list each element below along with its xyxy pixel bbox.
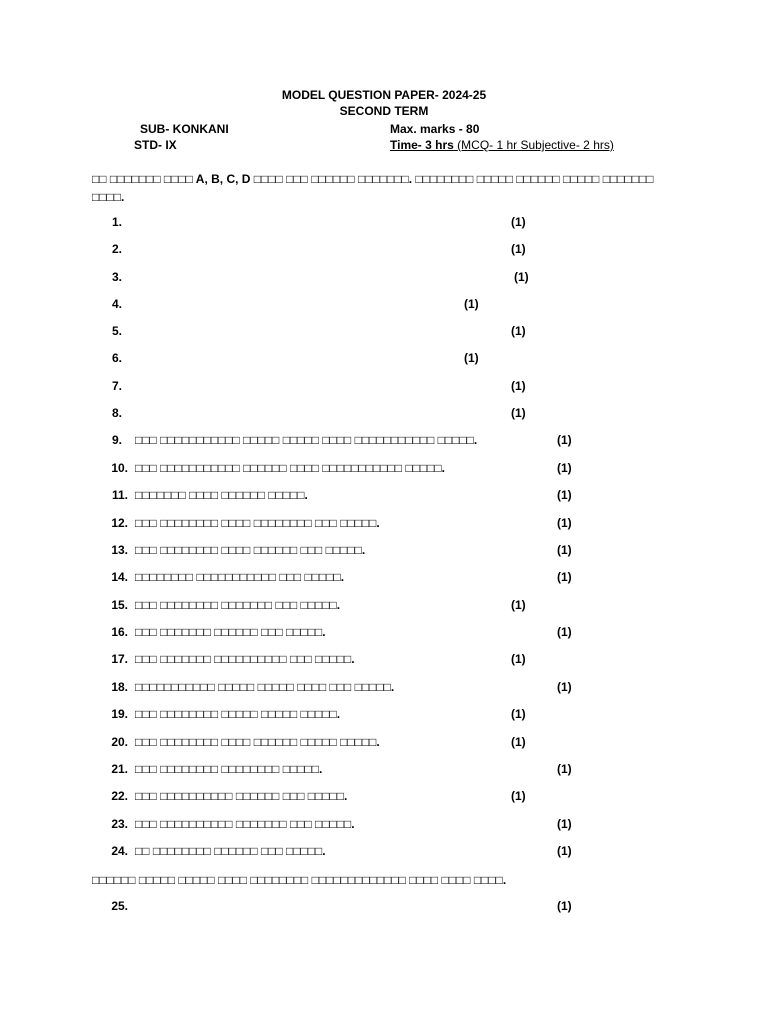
question-mark: (1) xyxy=(514,270,529,284)
question-number: 22. xyxy=(111,789,128,803)
question-number: 23. xyxy=(111,817,128,831)
question-mark: (1) xyxy=(557,488,572,502)
question-mark: (1) xyxy=(511,652,526,666)
question-text: □□□ □□□□□□□□ □□□□□□□□ □□□□□. xyxy=(135,762,323,776)
section-a-instructions: □□ □□□□□□□ □□□□ A, B, C, D □□□□ □□□ □□□□□□ □□□□□□□. □□□□□□□□ □□□□□ □□□□□□ □□□□□ □□□□□□□ □□□□. xyxy=(92,172,654,204)
question-mark: (1) xyxy=(511,598,526,612)
question-mark: (1) xyxy=(511,707,526,721)
question-number: 20. xyxy=(111,735,128,749)
question-number: 16. xyxy=(111,625,128,639)
question-number: 11. xyxy=(111,488,128,502)
question-number: 25. xyxy=(111,899,128,913)
question-mark: (1) xyxy=(557,543,572,557)
time-detail: (MCQ- 1 hr Subjective- 2 hrs) xyxy=(457,138,614,152)
question-text: □□□□□□□□□□□ □□□□□ □□□□□ □□□□ □□□ □□□□□. xyxy=(135,680,395,694)
section-b-instructions: □□□□□□ □□□□□ □□□□□ □□□□ □□□□□□□□ □□□□□□□□□□□□□ □□□□ □□□□ □□□□. xyxy=(92,873,507,887)
question-text: □□□ □□□□□□□□□□□ □□□□□□ □□□□ □□□□□□□□□□□ □□□□□. xyxy=(135,461,445,475)
question-text: □□□ □□□□□□□□ □□□□ □□□□□□□□ □□□ □□□□□. xyxy=(135,516,380,530)
question-text: □□□ □□□□□□□□ □□□□□□□ □□□ □□□□□. xyxy=(135,598,341,612)
question-number: 9. xyxy=(111,433,122,447)
question-text: □□□□□□□□ □□□□□□□□□□□ □□□ □□□□□. xyxy=(135,570,345,584)
question-number: 24. xyxy=(111,844,128,858)
question-number: 10. xyxy=(111,461,128,475)
std-label: STD- IX xyxy=(134,138,177,152)
question-text: □□□□□□□ □□□□ □□□□□□ □□□□□. xyxy=(135,488,308,502)
question-number: 8. xyxy=(111,406,122,420)
question-mark: (1) xyxy=(557,680,572,694)
question-mark: (1) xyxy=(511,324,526,338)
question-text: □□□ □□□□□□□□□□ □□□□□□ □□□ □□□□□. xyxy=(135,789,348,803)
question-number: 15. xyxy=(111,598,128,612)
question-number: 1. xyxy=(111,215,122,229)
question-number: 6. xyxy=(111,351,122,365)
question-number: 18. xyxy=(111,680,128,694)
question-mark: (1) xyxy=(557,844,572,858)
question-mark: (1) xyxy=(511,215,526,229)
subject-label: SUB- KONKANI xyxy=(140,122,229,136)
question-text: □□□ □□□□□□□□ □□□□ □□□□□□ □□□□□ □□□□□. xyxy=(135,735,380,749)
question-number: 19. xyxy=(111,707,128,721)
question-text: □□□ □□□□□□□ □□□□□□□□□□ □□□ □□□□□. xyxy=(135,652,355,666)
paper-title: MODEL QUESTION PAPER- 2024-25 xyxy=(281,88,487,102)
question-text: □□□ □□□□□□□□□□ □□□□□□□ □□□ □□□□□. xyxy=(135,817,355,831)
question-number: 4. xyxy=(111,297,122,311)
time-label: Time- 3 hrs xyxy=(390,138,454,152)
question-number: 7. xyxy=(111,379,122,393)
question-mark: (1) xyxy=(557,817,572,831)
question-mark: (1) xyxy=(557,899,572,913)
question-mark: (1) xyxy=(557,570,572,584)
question-mark: (1) xyxy=(511,379,526,393)
question-mark: (1) xyxy=(557,433,572,447)
question-text: □□□ □□□□□□□□□□□ □□□□□ □□□□□ □□□□ □□□□□□□□□□□ □□□□□. xyxy=(135,433,478,447)
question-mark: (1) xyxy=(557,461,572,475)
question-text: □□□ □□□□□□□□ □□□□ □□□□□□ □□□ □□□□□. xyxy=(135,543,366,557)
question-mark: (1) xyxy=(557,625,572,639)
question-number: 12. xyxy=(111,516,128,530)
question-text: □□ □□□□□□□□ □□□□□□ □□□ □□□□□. xyxy=(135,844,326,858)
question-number: 2. xyxy=(111,242,122,256)
time-info xyxy=(390,138,614,152)
question-mark: (1) xyxy=(557,516,572,530)
question-mark: (1) xyxy=(464,351,479,365)
question-mark: (1) xyxy=(511,406,526,420)
question-text: □□□ □□□□□□□ □□□□□□ □□□ □□□□□. xyxy=(135,625,326,639)
question-number: 17. xyxy=(111,652,128,666)
question-mark: (1) xyxy=(511,242,526,256)
term-title: SECOND TERM xyxy=(339,104,429,118)
question-mark: (1) xyxy=(511,735,526,749)
question-text: □□□ □□□□□□□□ □□□□□ □□□□□ □□□□□. xyxy=(135,707,341,721)
question-mark: (1) xyxy=(464,297,479,311)
question-mark: (1) xyxy=(557,762,572,776)
question-number: 5. xyxy=(111,324,122,338)
question-number: 21. xyxy=(111,762,128,776)
question-number: 14. xyxy=(111,570,128,584)
max-marks-label: Max. marks - 80 xyxy=(390,122,480,136)
question-mark: (1) xyxy=(511,789,526,803)
question-number: 3. xyxy=(111,270,122,284)
question-number: 13. xyxy=(111,543,128,557)
